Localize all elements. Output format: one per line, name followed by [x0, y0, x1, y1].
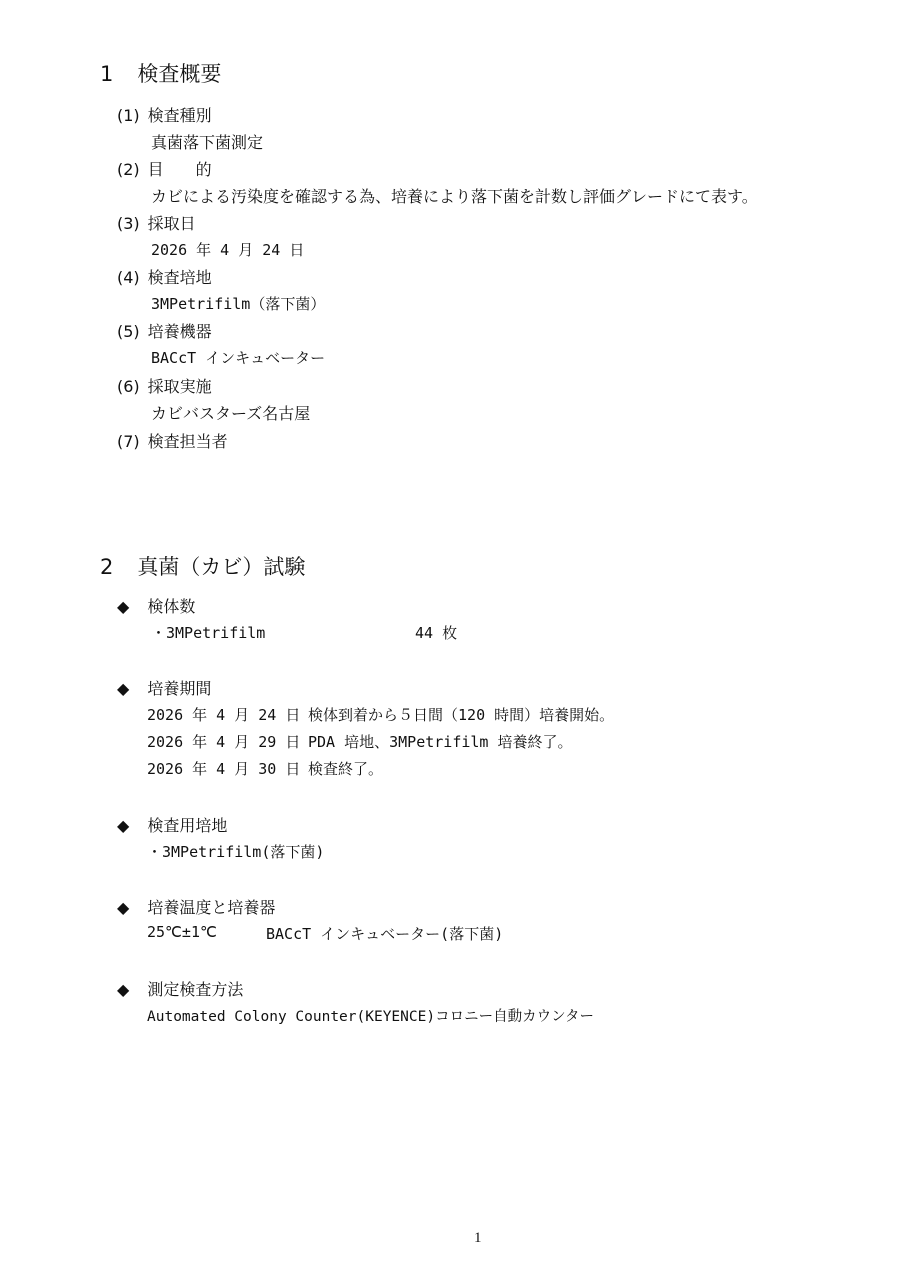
item-6-label-row: (6) 採取実施	[117, 377, 212, 396]
method-value: Automated Colony Counter(KEYENCE)コロニー自動カウンター	[147, 1009, 595, 1025]
temperature-value: 25℃±1℃	[147, 923, 217, 941]
specimen-heading-row	[117, 594, 195, 617]
diamond-bullet-icon: ◆	[117, 597, 130, 616]
item-4-label-row: (4) 検査培地	[117, 268, 212, 287]
item-5-label-row: (5) 培養機器	[117, 322, 212, 341]
section1-heading	[100, 58, 221, 88]
item-6-value: カビバスターズ名古屋	[151, 404, 311, 423]
item-3-label: 採取日	[147, 214, 196, 233]
section2-title: 真菌（カビ）試験	[137, 555, 306, 579]
item-5-label: 培養機器	[147, 322, 212, 341]
period-row-date: 2026 年 4 月 30 日	[147, 760, 301, 778]
item-7-label: 検査担当者	[147, 432, 228, 451]
medium-heading: 検査用培地	[147, 816, 228, 835]
period-row-date: 2026 年 4 月 24 日	[147, 706, 301, 724]
temperature-heading-row	[117, 895, 275, 918]
period-heading: 培養期間	[147, 679, 212, 698]
item-3-value: 2026 年 4 月 24 日	[151, 241, 305, 259]
diamond-bullet-icon: ◆	[117, 980, 130, 999]
item-2-label: 目 的	[147, 160, 212, 179]
page-number: 1	[474, 1230, 482, 1246]
item-4-label: 検査培地	[147, 268, 212, 287]
diamond-bullet-icon: ◆	[117, 816, 130, 835]
specimen-name: ・3MPetrifilm	[151, 624, 266, 642]
item-1-label: 検査種別	[147, 106, 212, 125]
period-heading-row	[117, 676, 211, 699]
section1-title: 検査概要	[137, 62, 222, 86]
period-row-text: 検査終了。	[308, 760, 384, 778]
diamond-bullet-icon: ◆	[117, 679, 130, 698]
item-7-label-row: (7) 検査担当者	[117, 432, 228, 451]
specimen-heading: 検体数	[147, 597, 196, 616]
item-5-value: BACcT インキュベーター	[151, 349, 326, 367]
method-heading: 測定検査方法	[147, 980, 244, 999]
period-row-date: 2026 年 4 月 29 日	[147, 733, 301, 751]
method-heading-row	[117, 977, 243, 1000]
period-row-text: 検体到着から５日間（120 時間）培養開始。	[308, 706, 615, 724]
item-6-label: 採取実施	[147, 377, 212, 396]
incubator-value: BACcT インキュベーター(落下菌)	[266, 925, 504, 943]
medium-value: ・3MPetrifilm(落下菌)	[147, 843, 325, 861]
section1-number: 1	[100, 62, 114, 86]
item-2-label-row: (2) 目 的	[117, 160, 212, 179]
item-3-label-row: (3) 採取日	[117, 214, 196, 233]
diamond-bullet-icon: ◆	[117, 898, 130, 917]
section2-number: 2	[100, 555, 114, 579]
medium-heading-row	[117, 813, 227, 836]
specimen-count: 44 枚	[415, 624, 458, 642]
item-1-value: 真菌落下菌測定	[151, 133, 264, 152]
item-4-value: 3MPetrifilm（落下菌）	[151, 295, 326, 313]
section2-heading	[100, 551, 305, 581]
item-1-label-row: (1) 検査種別	[117, 106, 212, 125]
period-row-text: PDA 培地、3MPetrifilm 培養終了。	[308, 733, 573, 751]
temperature-heading: 培養温度と培養器	[147, 898, 276, 917]
item-2-value: カビによる汚染度を確認する為、培養により落下菌を計数し評価グレードにて表す。	[151, 187, 758, 206]
